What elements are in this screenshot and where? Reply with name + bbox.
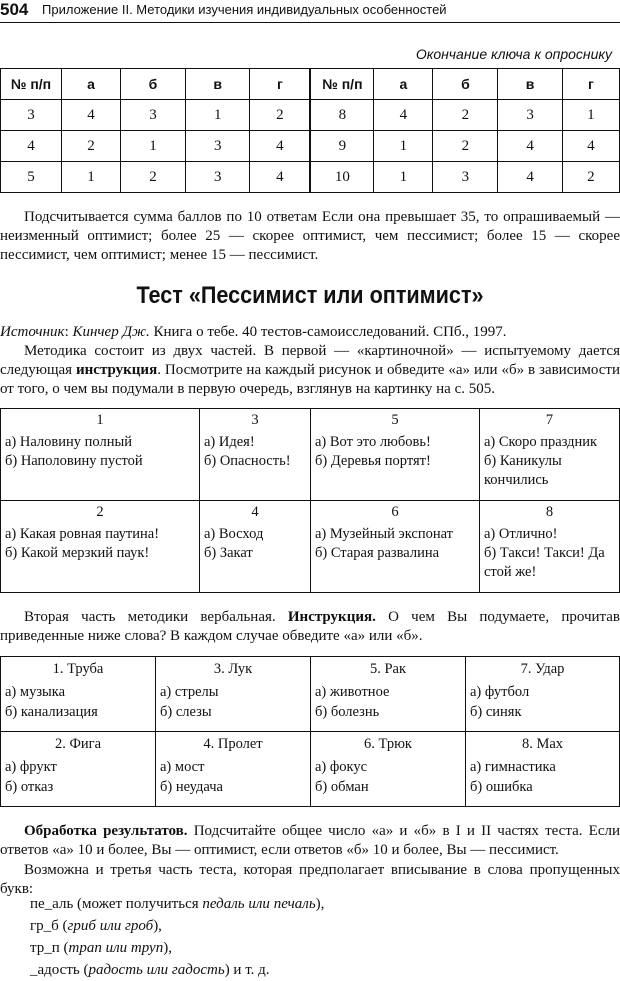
key-cell: 1 xyxy=(121,131,186,162)
word-title: 7. Удар xyxy=(520,661,565,677)
picture-cell xyxy=(311,409,480,501)
key-cell: 3 xyxy=(185,162,250,193)
option-b: б) синяк xyxy=(470,704,522,720)
key-cell: 4 xyxy=(374,100,433,131)
option-a: а) мост xyxy=(160,759,205,775)
option-a: а) музыка xyxy=(5,684,66,700)
option-b: б) слезы xyxy=(160,704,212,720)
key-cell: 3 xyxy=(498,100,563,131)
key-cell: 1 xyxy=(374,131,433,162)
list-item xyxy=(30,893,324,915)
key-cell: 1 xyxy=(62,162,121,193)
list-item xyxy=(30,915,324,937)
picture-number: 7 xyxy=(545,412,554,428)
test-title: Тест «Пессимист или оптимист» xyxy=(136,282,484,309)
running-head: Приложение II. Методики изучения индивидуальных особенностей xyxy=(42,2,447,17)
fill-option: трап xyxy=(68,940,102,956)
picture-number: 4 xyxy=(251,504,259,520)
word-cell xyxy=(466,732,620,807)
header-rule xyxy=(0,22,620,23)
key-header-cell: а xyxy=(374,69,433,100)
picture-answers-table xyxy=(0,408,620,593)
key-table xyxy=(0,68,620,193)
option-a: а) Какая ровная паутина! xyxy=(5,526,160,542)
key-cell: 1 xyxy=(374,162,433,193)
fill-option: педаль xyxy=(202,896,245,912)
key-cell: 2 xyxy=(62,131,121,162)
key-cell: 4 xyxy=(498,131,563,162)
intro-paragraph xyxy=(0,342,620,399)
option-b: б) Наполовину пустой xyxy=(5,453,143,469)
picture-number: 1 xyxy=(96,412,104,428)
picture-cell xyxy=(1,501,200,593)
intro-text: . Посмотрите на каждый рисунок и обведите «а» или «б» в зависимости от того, о чем вы подумали в первую очередь, взглянув на картинку на с. 505. xyxy=(0,362,620,397)
key-cell: 3 xyxy=(121,100,186,131)
fill-connector: или xyxy=(244,896,274,912)
key-cell: 1 xyxy=(562,100,619,131)
picture-cell xyxy=(200,501,311,593)
fill-stem: _адость ( xyxy=(30,962,89,978)
fill-option: гриб xyxy=(67,918,96,934)
table-row xyxy=(1,501,620,593)
list-item xyxy=(30,937,324,959)
word-title: 8. Мах xyxy=(521,736,564,752)
key-cell: 9 xyxy=(310,131,374,162)
key-cell: 5 xyxy=(1,162,62,193)
picture-number: 3 xyxy=(251,412,259,428)
option-b: б) ошибка xyxy=(470,779,533,795)
word-title: 4. Пролет xyxy=(203,736,263,752)
option-a: а) фрукт xyxy=(5,759,57,775)
table-row xyxy=(1,162,620,193)
word-cell xyxy=(156,732,311,807)
page-number: 504 xyxy=(0,0,29,19)
key-header-cell: в xyxy=(498,69,563,100)
option-b: б) Закат xyxy=(204,545,253,561)
word-cell xyxy=(311,732,466,807)
part2-text: Вторая часть методики вербальная. xyxy=(24,609,276,625)
word-cell xyxy=(1,657,156,732)
intro-text: Методика состоит из двух частей. В первой — «картиночной» — испытуемому дается следующая xyxy=(0,343,620,378)
table-row xyxy=(1,100,620,131)
results-text: Подсчитайте общее число «а» и «б» в I и II частях теста. Если ответов «а» 10 и более, Вы — оптимист, если ответов «б» 10 и более, Вы — пессимист. xyxy=(0,823,620,858)
part3-paragraph: Возможна и третья часть теста, которая предполагает вписывание в слова пропущенных букв: xyxy=(0,862,620,897)
picture-number: 5 xyxy=(391,412,399,428)
table-row xyxy=(1,732,620,807)
scoring-paragraph: Подсчитывается сумма баллов по 10 ответам Если она превышает 35, то опрашиваемый — неизменный оптимист; более 25 — скорее оптимист, чем пессимист; более 15 — скорее пессимист, чем оптимист; менее 15 — пессимист. xyxy=(0,209,620,263)
word-answers-table xyxy=(0,656,620,807)
picture-number: 6 xyxy=(391,504,399,520)
option-b: б) обман xyxy=(315,779,369,795)
option-b: б) Такси! Такси! Да стой же! xyxy=(484,545,605,580)
key-header-cell: № п/п xyxy=(310,69,374,100)
option-a: а) Вот это любовь! xyxy=(315,434,431,450)
option-b: б) неудача xyxy=(160,779,223,795)
picture-number: 2 xyxy=(96,504,104,520)
word-title: 5. Рак xyxy=(369,661,407,677)
fill-option: гадость xyxy=(171,962,225,978)
key-cell: 4 xyxy=(562,131,619,162)
fill-stem: пе_аль (может получиться xyxy=(30,896,203,912)
part2-bold: Инструкция. xyxy=(287,609,376,625)
key-cell: 1 xyxy=(185,100,250,131)
key-cell: 4 xyxy=(250,131,310,162)
part2-text: О чем Вы подумаете, прочитав приведенные ниже слова? В каждом случае обведите «а» или «б». xyxy=(0,609,620,644)
word-cell xyxy=(466,657,620,732)
fill-words-list xyxy=(30,893,324,981)
results-bold: Обработка результатов. xyxy=(24,823,188,839)
fill-stem: гр_б ( xyxy=(30,918,68,934)
option-b: б) Старая развалина xyxy=(315,545,440,561)
picture-cell xyxy=(480,501,620,593)
key-cell: 2 xyxy=(562,162,619,193)
option-a: а) Отлично! xyxy=(484,526,558,542)
option-b: б) Каникулы кончились xyxy=(484,453,562,488)
key-cell: 4 xyxy=(250,162,310,193)
key-cell: 2 xyxy=(250,100,310,131)
option-a: а) гимнастика xyxy=(470,759,556,775)
fill-option: печаль xyxy=(273,896,316,912)
key-header-cell: б xyxy=(433,69,498,100)
page-header xyxy=(0,0,620,22)
option-b: б) Опасность! xyxy=(204,453,291,469)
word-cell xyxy=(1,732,156,807)
source-author: Кинчер Дж. xyxy=(72,324,150,340)
option-b: б) канализация xyxy=(5,704,98,720)
word-title: 1. Труба xyxy=(52,661,104,677)
table-row xyxy=(1,657,620,732)
key-header-cell: г xyxy=(562,69,619,100)
part2-paragraph xyxy=(0,608,620,646)
picture-cell xyxy=(1,409,200,501)
key-header-cell: б xyxy=(121,69,186,100)
table-row xyxy=(1,131,620,162)
option-b: б) отказ xyxy=(5,779,54,795)
word-title: 2. Фига xyxy=(54,736,102,752)
picture-cell xyxy=(200,409,311,501)
key-header-cell: г xyxy=(250,69,310,100)
option-a: а) стрелы xyxy=(160,684,219,700)
fill-stem: тр_п ( xyxy=(30,940,69,956)
key-cell: 3 xyxy=(1,100,62,131)
table-row xyxy=(1,409,620,501)
option-a: а) Наловину полный xyxy=(5,434,132,450)
word-cell xyxy=(156,657,311,732)
key-header-cell: в xyxy=(185,69,250,100)
option-a: а) Скоро праздник xyxy=(484,434,598,450)
word-cell xyxy=(311,657,466,732)
key-cell: 4 xyxy=(498,162,563,193)
option-a: а) Музейный экспонат xyxy=(315,526,453,542)
key-cell: 10 xyxy=(310,162,374,193)
picture-cell xyxy=(480,409,620,501)
key-header-cell: а xyxy=(62,69,121,100)
key-cell: 4 xyxy=(1,131,62,162)
picture-cell xyxy=(311,501,480,593)
picture-number: 8 xyxy=(545,504,554,520)
key-cell: 2 xyxy=(121,162,186,193)
source-text: Книга о тебе. 40 тестов-самоисследований. СПб., 1997. xyxy=(153,324,507,340)
source-line: Источник: Кинчер Дж. Книга о тебе. 40 тестов-самоисследований. СПб., 1997. xyxy=(0,324,507,340)
word-title: 3. Лук xyxy=(213,661,253,677)
results-paragraph xyxy=(0,822,620,860)
intro-bold: инструкция xyxy=(76,362,158,378)
fill-option: гроб xyxy=(124,918,154,934)
word-title: 6. Трюк xyxy=(364,736,412,752)
key-cell: 2 xyxy=(433,131,498,162)
option-a: а) Идея! xyxy=(204,434,255,450)
option-a: а) футбол xyxy=(470,684,530,700)
option-a: а) Восход xyxy=(204,526,264,542)
fill-end: ), xyxy=(153,918,162,934)
fill-option: труп xyxy=(130,940,164,956)
option-b: б) Деревья портят! xyxy=(315,453,431,469)
option-a: а) фокус xyxy=(315,759,368,775)
fill-connector: или xyxy=(101,940,131,956)
key-cell: 4 xyxy=(62,100,121,131)
option-b: б) Какой мерзкий паук! xyxy=(5,545,150,561)
key-table-header-row xyxy=(1,69,620,100)
key-cell: 3 xyxy=(185,131,250,162)
key-cell: 3 xyxy=(433,162,498,193)
key-cell: 8 xyxy=(310,100,374,131)
key-header-cell: № п/п xyxy=(1,69,62,100)
fill-connector: или xyxy=(95,918,125,934)
fill-connector: или xyxy=(142,962,172,978)
source-label: Источник xyxy=(0,324,65,340)
option-a: а) животное xyxy=(315,684,390,700)
key-table-caption: Окончание ключа к опроснику xyxy=(415,46,612,62)
fill-end: ), xyxy=(163,940,172,956)
fill-option: радость xyxy=(88,962,143,978)
fill-end: ) и т. д. xyxy=(224,962,270,978)
list-item xyxy=(30,959,324,981)
fill-end: ), xyxy=(315,896,325,912)
option-b: б) болезнь xyxy=(315,704,380,720)
key-cell: 2 xyxy=(433,100,498,131)
